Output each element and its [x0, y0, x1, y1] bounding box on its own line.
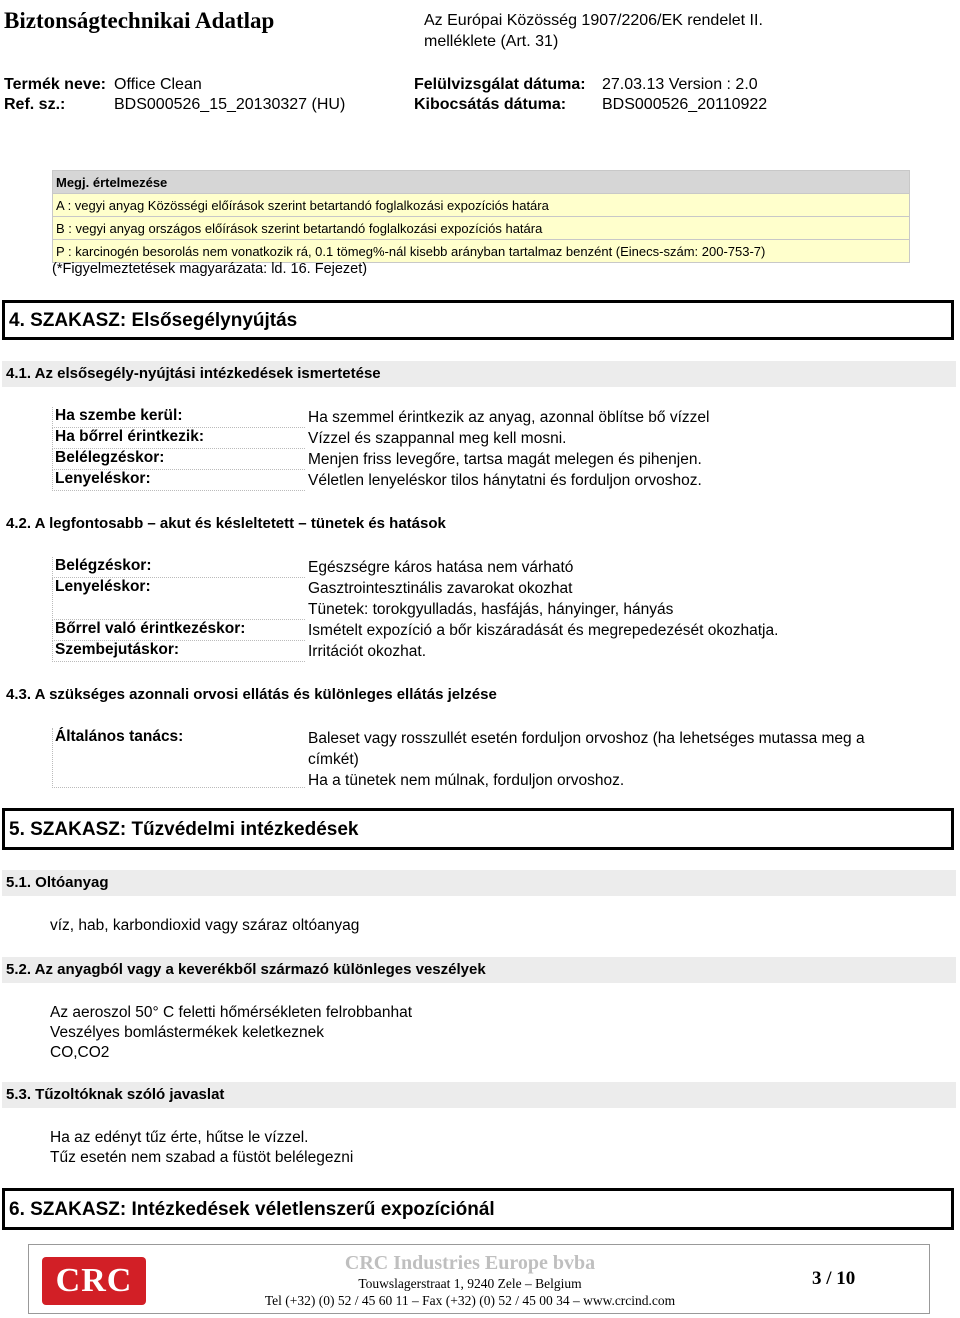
subsection-5-1-title: 5.1. Oltóanyag	[2, 870, 956, 896]
section-4-title: 4. SZAKASZ: Elsősegélynyújtás	[2, 300, 954, 340]
first-aid-label: Belélegzéskor:	[52, 449, 305, 470]
first-aid-label: Lenyeléskor:	[52, 470, 305, 491]
section-6-title: 6. SZAKASZ: Intézkedések véletlenszerű expozíciónál	[2, 1188, 954, 1230]
section-5-title: 5. SZAKASZ: Tűzvédelmi intézkedések	[2, 808, 954, 850]
subsection-5-2-title: 5.2. Az anyagból vagy a keverékből származó különleges veszélyek	[2, 957, 956, 983]
general-advice-line: Ha a tünetek nem múlnak, forduljon orvoshoz.	[308, 772, 625, 789]
symptom-value: Ismételt expozíció a bőr kiszáradását és megrepedezését okozhatja.	[308, 622, 779, 639]
extinguishing-media: víz, hab, karbondioxid vagy száraz oltóanyag	[50, 917, 360, 934]
company-info	[210, 1252, 730, 1309]
symptom-value: Tünetek: torokgyulladás, hasfájás, hányinger, hányás	[308, 601, 674, 618]
firefighter-advice	[50, 1128, 353, 1168]
legend-heading: Megj. értelmezése	[53, 171, 910, 194]
subsection-5-3-title: 5.3. Tűzoltóknak szóló javaslat	[2, 1082, 956, 1108]
hazard-line: Veszélyes bomlástermékek keletkeznek	[50, 1024, 324, 1041]
page-number: 3 / 10	[812, 1268, 856, 1289]
general-advice-label: Általános tanács:	[52, 728, 305, 788]
first-aid-value: Vízzel és szappannal meg kell mosni.	[308, 430, 567, 447]
legend-table	[52, 170, 910, 263]
first-aid-value: Ha szemmel érintkezik az anyag, azonnal öblítse bő vízzel	[308, 409, 710, 426]
first-aid-label: Ha szembe kerül:	[52, 407, 305, 428]
hazard-line: Az aeroszol 50° C feletti hőmérsékleten felrobbanhat	[50, 1004, 413, 1021]
symptom-value: Egészségre káros hatása nem várható	[308, 559, 574, 576]
ref-value: BDS000526_15_20130327 (HU)	[114, 96, 346, 113]
legend-footnote: (*Figyelmeztetések magyarázata: ld. 16. Fejezet)	[52, 261, 368, 277]
regulation-line-2: melléklete (Art. 31)	[424, 33, 559, 50]
hazard-line: CO,CO2	[50, 1044, 110, 1061]
regulation-line-1: Az Európai Közösség 1907/2206/EK rendelet II.	[424, 12, 763, 29]
general-advice-value	[308, 728, 918, 791]
symptom-value: Irritációt okozhat.	[308, 643, 427, 660]
review-date-label: Felülvizsgálat dátuma:	[414, 76, 586, 93]
first-aid-label: Ha bőrrel érintkezik:	[52, 428, 305, 449]
crc-logo-text: CRC	[55, 1262, 133, 1299]
company-contact: Tel (+32) (0) 52 / 45 60 11 – Fax (+32) (0) 52 / 45 00 34 – www.crcind.com	[264, 1293, 676, 1308]
product-value: Office Clean	[114, 76, 202, 93]
symptom-label: Lenyeléskor:	[52, 578, 305, 620]
subsection-4-1-title: 4.1. Az elsősegély-nyújtási intézkedések ismertetése	[2, 361, 956, 387]
subsection-4-3-title: 4.3. A szükséges azonnali orvosi ellátás és különleges ellátás jelzése	[2, 682, 956, 708]
legend-row: P : karcinogén besorolás nem vonatkozik rá, 0.1 tömeg%-nál kisebb arányban tartalmaz benzént (Einecs-szám: 200-753-7)	[53, 240, 910, 263]
symptom-label: Bőrrel való érintkezéskor:	[52, 620, 305, 641]
issue-date-value: BDS000526_20110922	[602, 96, 768, 113]
first-aid-value: Véletlen lenyeléskor tilos hánytatni és forduljon orvoshoz.	[308, 472, 702, 489]
issue-date-label: Kibocsátás dátuma:	[414, 96, 567, 113]
symptom-value: Gasztrointesztinális zavarokat okozhat	[308, 580, 573, 597]
legend-row: A : vegyi anyag Közösségi előírások szerint betartandó foglalkozási expozíciós határa	[53, 194, 910, 217]
regulation-reference	[424, 10, 844, 52]
document-title: Biztonságtechnikai Adatlap	[4, 8, 275, 33]
subsection-4-2-title: 4.2. A legfontosabb – akut és késleltetett – tünetek és hatások	[2, 511, 956, 537]
special-hazards	[50, 1003, 412, 1063]
symptom-label: Szembejutáskor:	[52, 641, 305, 662]
symptom-label: Belégzéskor:	[52, 557, 305, 578]
legend-row: B : vegyi anyag országos előírások szerint betartandó foglalkozási expozíciós határa	[53, 217, 910, 240]
advice-line: Ha az edényt tűz érte, hűtse le vízzel.	[50, 1129, 309, 1146]
first-aid-value: Menjen friss levegőre, tartsa magát melegen és pihenjen.	[308, 451, 702, 468]
crc-logo	[42, 1257, 146, 1305]
company-address: Touwslagerstraat 1, 9240 Zele – Belgium	[358, 1276, 582, 1291]
product-label: Termék neve:	[4, 76, 106, 93]
company-name: CRC Industries Europe bvba	[344, 1252, 596, 1274]
advice-line: Tűz esetén nem szabad a füstöt belélegezni	[50, 1149, 354, 1166]
ref-label: Ref. sz.:	[4, 96, 66, 113]
review-date-value: 27.03.13 Version : 2.0	[602, 76, 758, 93]
general-advice-line: Baleset vagy rosszullét esetén forduljon orvoshoz (ha lehetséges mutassa meg a címkét)	[308, 730, 865, 768]
